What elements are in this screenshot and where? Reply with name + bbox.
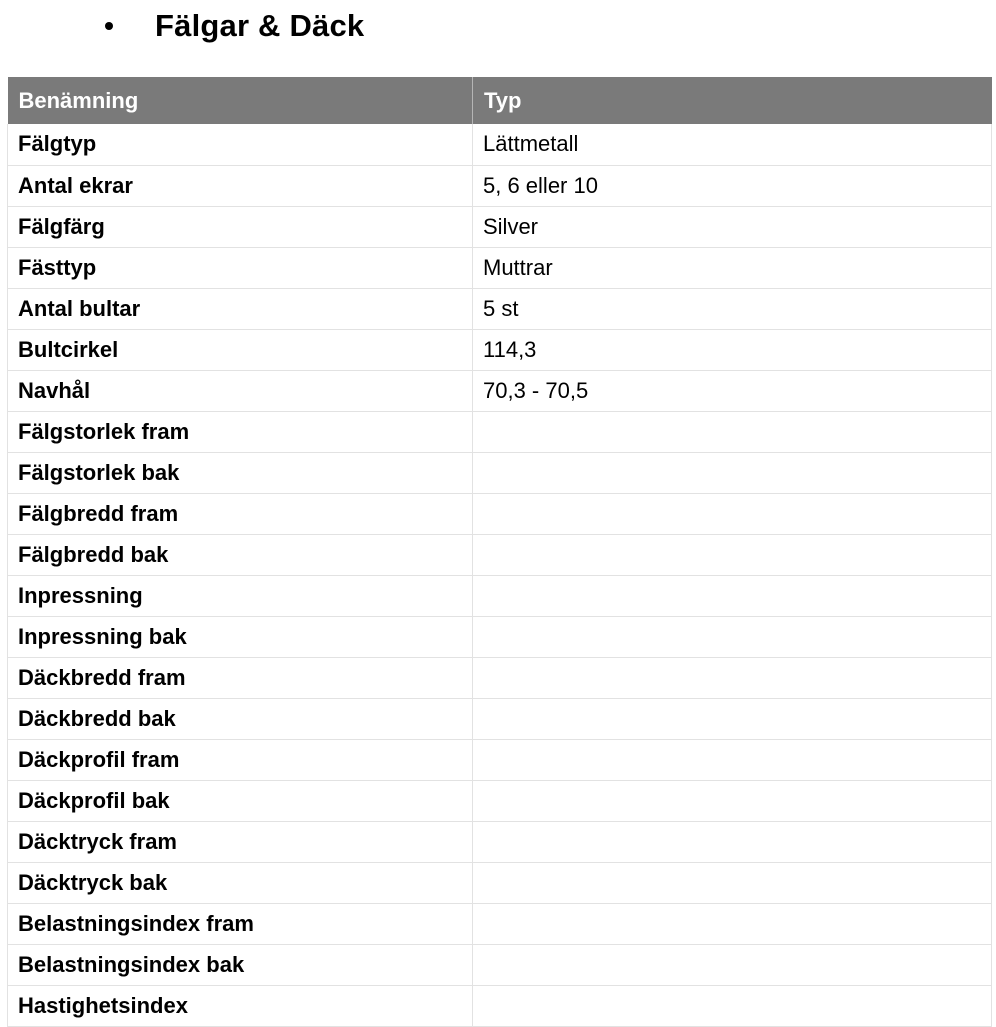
table-row	[8, 944, 992, 985]
table-row	[8, 903, 992, 944]
table-row	[8, 862, 992, 903]
table-row	[8, 411, 992, 452]
row-value	[473, 411, 992, 452]
row-label: Antal ekrar	[8, 165, 473, 206]
column-header-name: Benämning	[8, 77, 473, 124]
row-value: 5, 6 eller 10	[473, 165, 992, 206]
row-label: Däcktryck bak	[8, 862, 473, 903]
row-label: Inpressning	[8, 575, 473, 616]
row-value	[473, 657, 992, 698]
table-row	[8, 165, 992, 206]
table-row	[8, 739, 992, 780]
row-value: 5 st	[473, 288, 992, 329]
table-row	[8, 329, 992, 370]
row-label: Fälgstorlek bak	[8, 452, 473, 493]
row-value	[473, 739, 992, 780]
row-label: Däckprofil bak	[8, 780, 473, 821]
table-body	[8, 124, 992, 1026]
row-value	[473, 821, 992, 862]
row-label: Fästtyp	[8, 247, 473, 288]
table-row	[8, 452, 992, 493]
section-heading	[100, 4, 364, 48]
spec-table	[7, 77, 992, 1027]
row-value	[473, 575, 992, 616]
row-label: Inpressning bak	[8, 616, 473, 657]
row-label: Fälgtyp	[8, 124, 473, 165]
section-title: Fälgar & Däck	[155, 8, 365, 43]
row-label: Fälgbredd fram	[8, 493, 473, 534]
row-value	[473, 985, 992, 1026]
table-row	[8, 493, 992, 534]
table-row	[8, 616, 992, 657]
table-row	[8, 206, 992, 247]
row-value: Silver	[473, 206, 992, 247]
row-label: Däckprofil fram	[8, 739, 473, 780]
row-value	[473, 452, 992, 493]
row-label: Bultcirkel	[8, 329, 473, 370]
row-label: Hastighetsindex	[8, 985, 473, 1026]
row-value	[473, 862, 992, 903]
table-row	[8, 780, 992, 821]
row-label: Fälgstorlek fram	[8, 411, 473, 452]
row-label: Antal bultar	[8, 288, 473, 329]
row-label: Däckbredd bak	[8, 698, 473, 739]
row-value	[473, 780, 992, 821]
row-value: 70,3 - 70,5	[473, 370, 992, 411]
row-label: Navhål	[8, 370, 473, 411]
row-value	[473, 944, 992, 985]
row-label: Däckbredd fram	[8, 657, 473, 698]
row-label: Belastningsindex fram	[8, 903, 473, 944]
table-row	[8, 534, 992, 575]
row-label: Fälgfärg	[8, 206, 473, 247]
row-value: Lättmetall	[473, 124, 992, 165]
column-header-type: Typ	[473, 77, 992, 124]
bullet-dot-icon	[105, 22, 113, 30]
row-value	[473, 616, 992, 657]
table-row	[8, 370, 992, 411]
row-label: Fälgbredd bak	[8, 534, 473, 575]
table-row	[8, 124, 992, 165]
table-header-row	[8, 77, 992, 124]
table-row	[8, 985, 992, 1026]
table-row	[8, 657, 992, 698]
row-label: Däcktryck fram	[8, 821, 473, 862]
row-value	[473, 534, 992, 575]
row-value: 114,3	[473, 329, 992, 370]
table-row	[8, 575, 992, 616]
row-value: Muttrar	[473, 247, 992, 288]
table-row	[8, 821, 992, 862]
table-row	[8, 698, 992, 739]
table-row	[8, 247, 992, 288]
row-value	[473, 903, 992, 944]
table-row	[8, 288, 992, 329]
row-label: Belastningsindex bak	[8, 944, 473, 985]
row-value	[473, 493, 992, 534]
row-value	[473, 698, 992, 739]
